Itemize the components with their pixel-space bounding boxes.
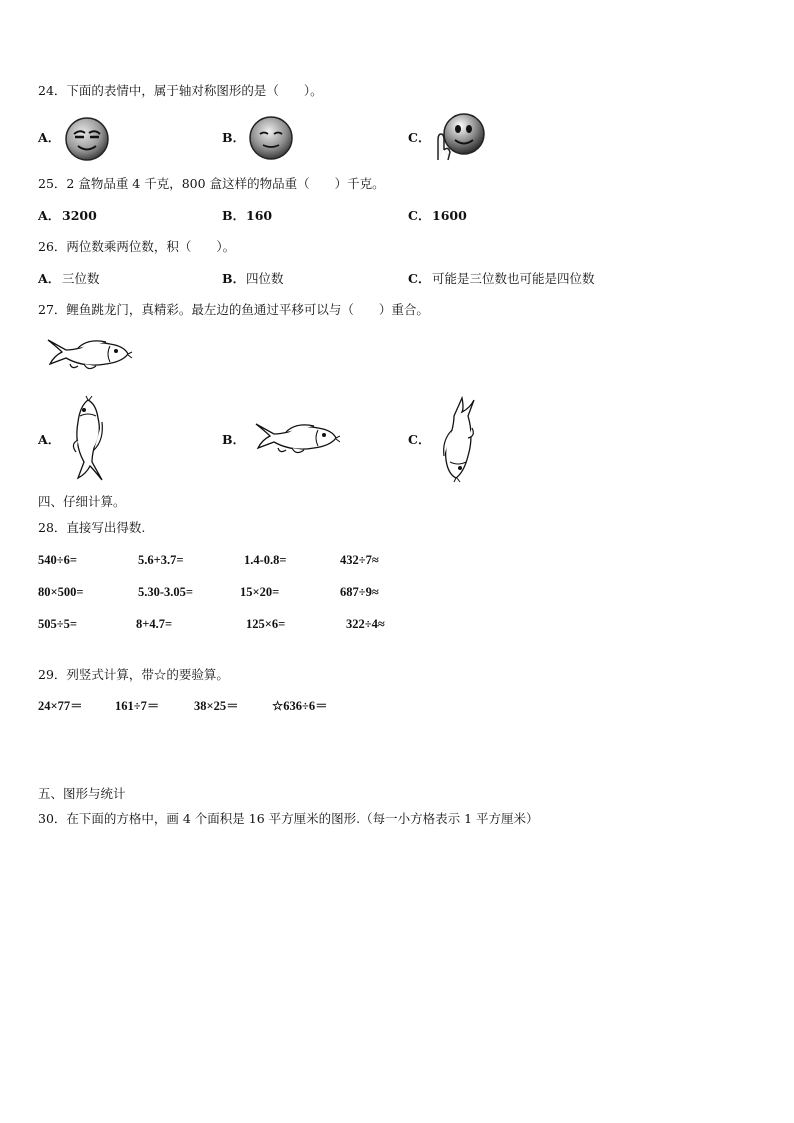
q28-r2-c4: 687÷9≈ bbox=[340, 585, 379, 599]
q29-item-4: ☆636÷6＝ bbox=[272, 699, 328, 713]
q25-option-b-value: 160 bbox=[246, 208, 273, 223]
fish-reference-icon bbox=[44, 334, 134, 378]
q28-r3-c1: 505÷5= bbox=[38, 617, 77, 631]
q25-option-a-value: 3200 bbox=[62, 208, 97, 223]
q27-option-c-label: C． bbox=[408, 432, 431, 447]
q28-r1-c4: 432÷7≈ bbox=[340, 553, 379, 567]
q26-option-c-value: 可能是三位数也可能是四位数 bbox=[432, 271, 595, 286]
q29-item-3: 38×25＝ bbox=[194, 699, 239, 713]
q25-option-c-label: C． bbox=[408, 208, 431, 223]
q28-r1-c2: 5.6+3.7= bbox=[138, 553, 184, 567]
q28-r3-c2: 8+4.7= bbox=[136, 617, 173, 631]
q24-option-c-label: C． bbox=[408, 130, 431, 145]
fish-vertical-up-icon bbox=[62, 394, 108, 484]
q29-stem: 29．列竖式计算，带☆的要验算。 bbox=[38, 667, 229, 682]
q28-r3-c4: 322÷4≈ bbox=[346, 617, 385, 631]
q26-option-b-label: B． bbox=[222, 271, 246, 286]
q28-r1-c3: 1.4-0.8= bbox=[244, 553, 287, 567]
q27-option-a-label: A． bbox=[38, 432, 61, 447]
q29-item-2: 161÷7＝ bbox=[115, 699, 160, 713]
fish-horizontal-icon bbox=[252, 416, 340, 460]
q29-item-1: 24×77＝ bbox=[38, 699, 83, 713]
q25-option-b-label: B． bbox=[222, 208, 246, 223]
q25-option-c-value: 1600 bbox=[432, 208, 467, 223]
q24-stem: 24．下面的表情中，属于轴对称图形的是（ ）。 bbox=[38, 83, 323, 98]
q28-r3-c3: 125×6= bbox=[246, 617, 286, 631]
q28-r2-c3: 15×20= bbox=[240, 585, 280, 599]
q26-stem: 26．两位数乘两位数，积（ ）。 bbox=[38, 239, 236, 254]
q28-r1-c1: 540÷6= bbox=[38, 553, 77, 567]
q28-r2-c1: 80×500= bbox=[38, 585, 84, 599]
q26-option-c-label: C． bbox=[408, 271, 431, 286]
calm-smiley-face-icon bbox=[248, 115, 294, 161]
waving-smiley-face-icon bbox=[432, 110, 488, 162]
q28-r2-c2: 5.30-3.05= bbox=[138, 585, 194, 599]
q24-option-a-label: A． bbox=[38, 130, 61, 145]
q27-option-b-label: B． bbox=[222, 432, 246, 447]
q25-stem: 25．2 盒物品重 4 千克，800 盒这样的物品重（ ）千克。 bbox=[38, 176, 385, 191]
q26-option-b-value: 四位数 bbox=[246, 271, 284, 286]
fish-vertical-down-icon bbox=[432, 394, 478, 484]
q28-stem: 28．直接写出得数. bbox=[38, 520, 146, 535]
q25-option-a-label: A． bbox=[38, 208, 61, 223]
section-4-heading: 四、仔细计算。 bbox=[38, 494, 126, 509]
sly-smiley-face-icon bbox=[64, 116, 110, 162]
q30-stem: 30．在下面的方格中，画 4 个面积是 16 平方厘米的图形.（每一小方格表示 1 平方厘米） bbox=[38, 811, 539, 826]
q24-option-b-label: B． bbox=[222, 130, 246, 145]
q26-option-a-label: A． bbox=[38, 271, 61, 286]
section-5-heading: 五、图形与统计 bbox=[38, 786, 126, 801]
q26-option-a-value: 三位数 bbox=[62, 271, 100, 286]
q27-stem: 27．鲤鱼跳龙门，真精彩。最左边的鱼通过平移可以与（ ）重合。 bbox=[38, 302, 429, 317]
